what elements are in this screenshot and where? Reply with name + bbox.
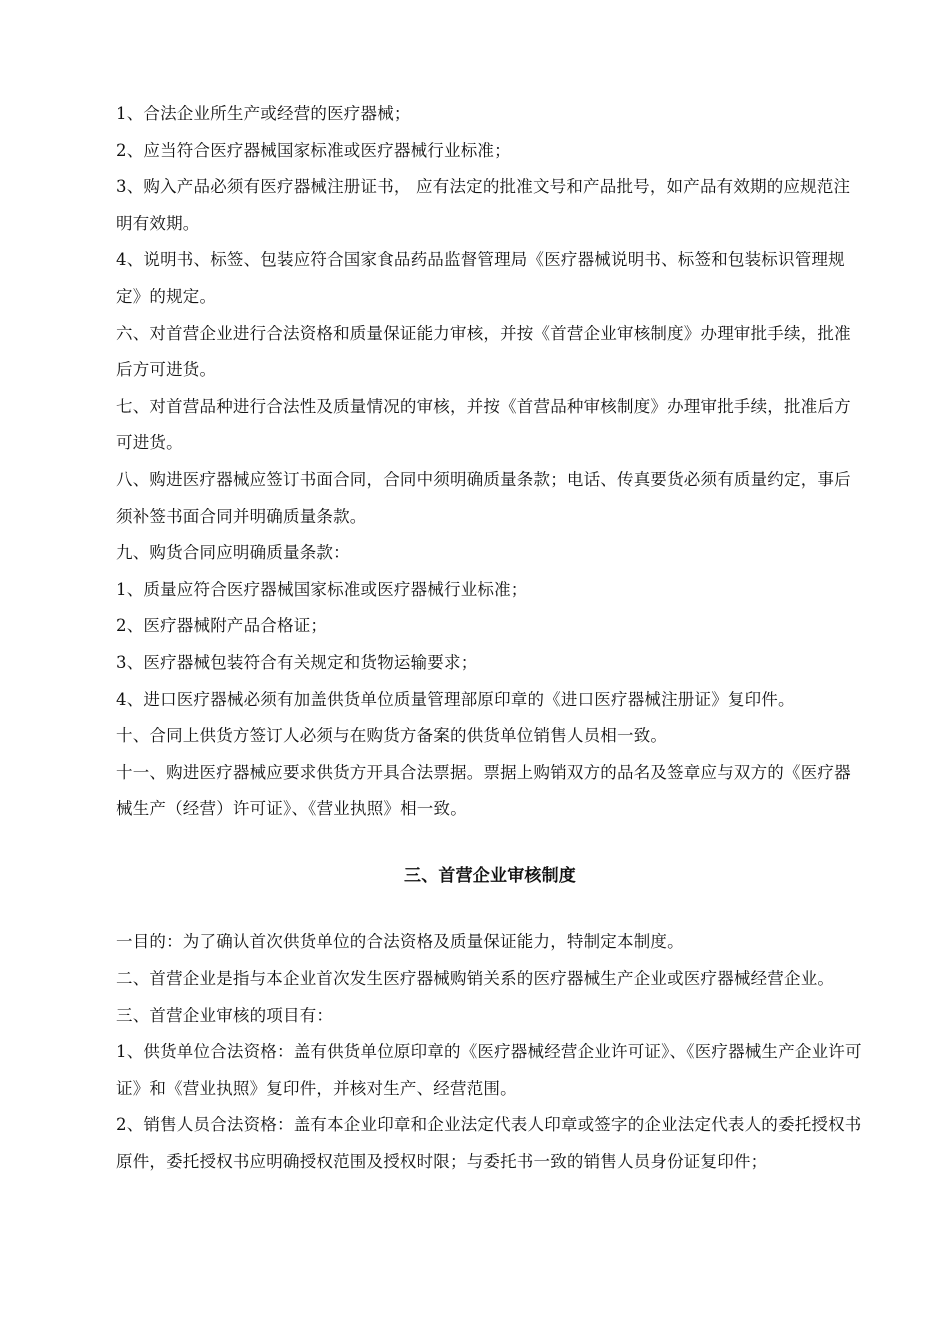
paragraph: 2、销售人员合法资格：盖有本企业印章和企业法定代表人印章或签字的企业法定代表人的委托授权书原件，委托授权书应明确授权范围及授权时限；与委托书一致的销售人员身份证复印件； [116,1115,862,1172]
paragraph: 4、进口医疗器械必须有加盖供货单位质量管理部原印章的《进口医疗器械注册证》复印件。 [116,689,795,709]
paragraph: 3、医疗器械包装符合有关规定和货物运输要求； [116,652,478,672]
paragraph: 2、应当符合医疗器械国家标准或医疗器械行业标准； [116,140,511,160]
paragraph: 二、首营企业是指与本企业首次发生医疗器械购销关系的医疗器械生产企业或医疗器械经营企业。 [116,969,835,989]
paragraph: 1、合法企业所生产或经营的医疗器械； [116,104,411,123]
paragraph: 七、对首营品种进行合法性及质量情况的审核，并按《首营品种审核制度》办理审批手续，批准后方可进货。 [116,396,851,453]
paragraph: 4、说明书、标签、包装应符合国家食品药品监督管理局《医疗器械说明书、标签和包装标识管理规定》的规定。 [116,250,845,306]
paragraph: 十一、购进医疗器械应要求供货方开具合法票据。票据上购销双方的品名及签章应与双方的《医疗器械生产（经营）许可证》、《营业执照》相一致。 [116,762,851,819]
paragraph: 1、供货单位合法资格：盖有供货单位原印章的《医疗器械经营企业许可证》、《医疗器械生产企业许可证》和《营业执照》复印件，并核对生产、经营范围。 [116,1042,862,1098]
paragraph: 2、医疗器械附产品合格证； [116,616,328,636]
paragraph: 一目的：为了确认首次供货单位的合法资格及质量保证能力，特制定本制度。 [116,932,684,952]
section-heading: 三、首营企业审核制度 [404,865,576,886]
paragraph: 十、合同上供货方签订人必须与在购货方备案的供货单位销售人员相一致。 [116,726,668,746]
paragraph: 三、首营企业审核的项目有： [116,1005,334,1025]
paragraph: 六、对首营企业进行合法资格和质量保证能力审核，并按《首营企业审核制度》办理审批手续，批准后方可进货。 [116,323,851,380]
paragraph: 3、购入产品必须有医疗器械注册证书， 应有法定的批准文号和产品批号，如产品有效期的应规范注明有效期。 [116,177,851,233]
paragraph: 九、购货合同应明确质量条款： [116,543,350,563]
document-body [116,96,864,1181]
paragraph: 八、购进医疗器械应签订书面合同，合同中须明确质量条款；电话、传真要货必须有质量约定，事后须补签书面合同并明确质量条款。 [116,469,851,526]
paragraph: 1、质量应符合医疗器械国家标准或医疗器械行业标准； [116,579,528,599]
